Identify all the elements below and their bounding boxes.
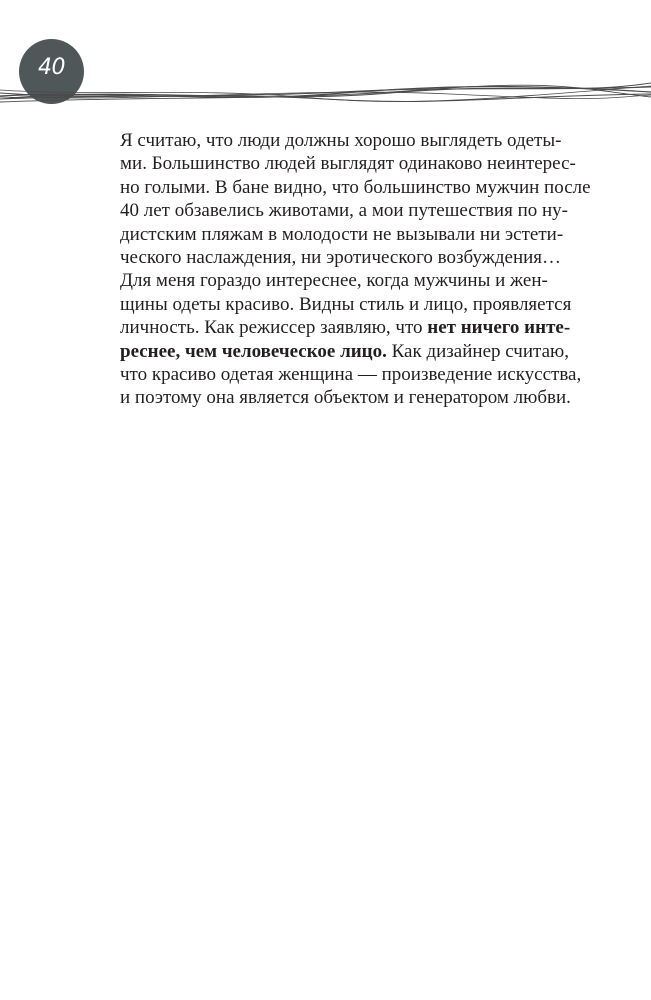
- paragraph-line: но голыми. В бане видно, что большинство мужчин после: [120, 176, 591, 198]
- bold-emphasis: нет ничего инте-: [427, 317, 571, 339]
- paragraph-line: щины одеты красиво. Видны стиль и лицо, проявляется: [120, 293, 572, 315]
- paragraph-appearance: [87, 129, 591, 269]
- paragraph-line: что красиво одетая женщина — произведение искусства,: [120, 364, 582, 386]
- paragraph-line: ми. Большинство людей выглядят одинаково неинтерес-: [120, 153, 576, 175]
- paragraph-line: 40 лет обзавелись животами, а мои путешествия по ну-: [120, 200, 569, 222]
- paragraph-line: Для меня гораздо интереснее, когда мужчины и жен-: [120, 270, 548, 292]
- paragraph-line: дистским пляжам в молодости не вызывали ни эстети-: [120, 223, 564, 245]
- paragraph-line-with-emphasis: [87, 316, 571, 339]
- decorative-header-lines: [0, 72, 651, 106]
- paragraph-line: и поэтому она является объектом и генератором любви.: [120, 387, 571, 409]
- bold-emphasis: реснее, чем человеческое лицо.: [120, 340, 387, 362]
- page-number: 40: [38, 55, 65, 80]
- paragraph-human-face: [87, 269, 582, 409]
- regular-text: личность. Как режиссер заявляю, что: [120, 317, 428, 339]
- regular-text: Как дизайнер считаю,: [386, 340, 569, 362]
- book-page-text: [87, 129, 591, 410]
- paragraph-line: Я считаю, что люди должны хорошо выглядеть одеты-: [120, 130, 562, 151]
- paragraph-line-with-emphasis: [87, 340, 569, 363]
- paragraph-line: ческого наслаждения, ни эротического возбуждения…: [120, 247, 562, 269]
